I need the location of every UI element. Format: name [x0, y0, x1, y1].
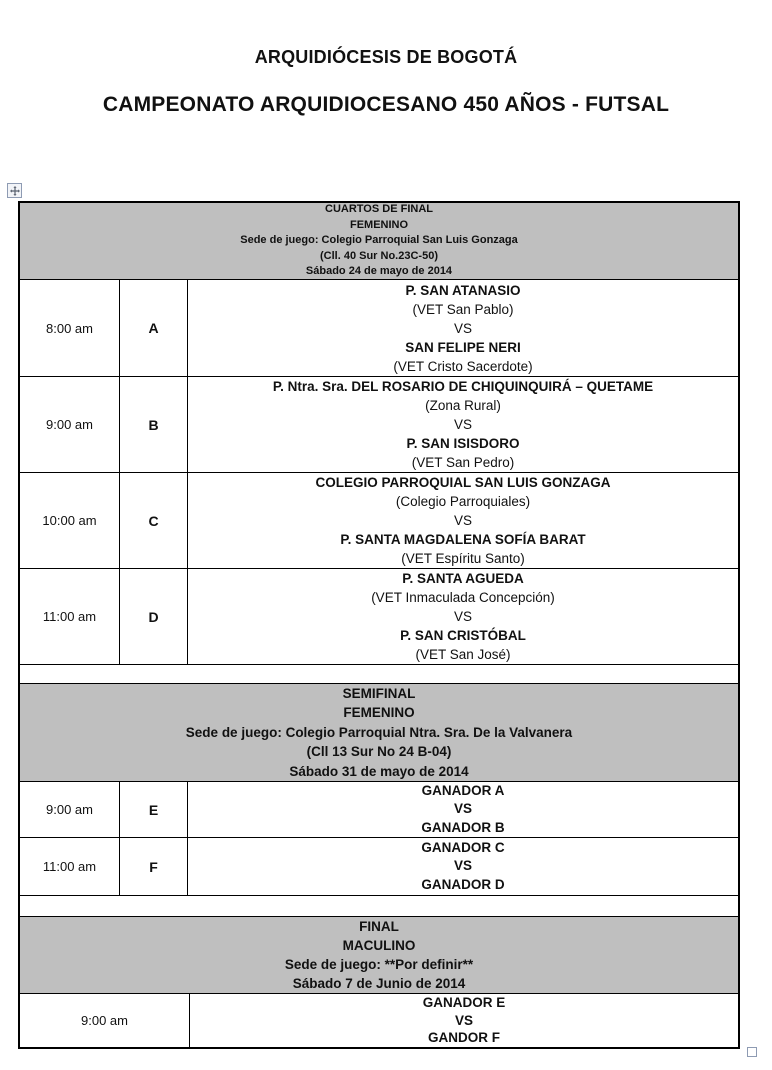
- match-row-c: [20, 473, 738, 569]
- section-title: CUARTOS DE FINAL: [325, 203, 433, 216]
- section-venue: Sede de juego: Colegio Parroquial Ntra. Sra. De la Valvanera: [185, 724, 573, 740]
- vs-label: VS: [453, 320, 472, 336]
- tournament-schedule-table: [18, 201, 740, 1049]
- document-title[interactable]: ARQUIDIÓCESIS DE BOGOTÁ: [254, 47, 518, 67]
- match-cell[interactable]: [188, 280, 738, 376]
- team1-detail: (VET San Pablo): [412, 301, 514, 317]
- team2-name: GANDOR F: [428, 1030, 500, 1046]
- team1-detail: (Colegio Parroquiales): [395, 494, 531, 509]
- section-title: FINAL: [359, 919, 399, 934]
- section-title: SEMIFINAL: [342, 685, 416, 701]
- match-row-d: [20, 569, 738, 665]
- section-category: FEMENINO: [349, 218, 409, 231]
- team2-name: GANADOR B: [421, 819, 505, 835]
- section-address: (Cll 13 Sur No 24 B-04): [306, 744, 452, 760]
- match-cell[interactable]: [190, 994, 738, 1047]
- group-cell[interactable]: C: [120, 473, 188, 568]
- team1-name: GANADOR A: [421, 782, 505, 798]
- team1-name: P. SAN ATANASIO: [405, 282, 521, 298]
- section-venue: Sede de juego: **Por definir**: [284, 957, 474, 972]
- match-cell[interactable]: [188, 473, 738, 568]
- section-category: MACULINO: [342, 938, 416, 953]
- section-date: Sábado 24 de mayo de 2014: [305, 265, 453, 278]
- match-cell[interactable]: [188, 838, 738, 895]
- vs-label: VS: [453, 417, 472, 432]
- section-date: Sábado 31 de mayo de 2014: [289, 763, 469, 779]
- time-cell[interactable]: 9:00 am: [20, 994, 190, 1047]
- group-cell[interactable]: B: [120, 377, 188, 472]
- group-cell[interactable]: A: [120, 280, 188, 376]
- match-row-a: [20, 280, 738, 377]
- vs-label: VS: [453, 801, 472, 817]
- vs-label: VS: [453, 513, 472, 528]
- time-cell[interactable]: 9:00 am: [20, 782, 120, 837]
- quarterfinals-header[interactable]: [20, 203, 738, 280]
- vs-label: VS: [453, 609, 472, 624]
- group-cell[interactable]: F: [120, 838, 188, 895]
- match-cell[interactable]: [188, 782, 738, 837]
- document-subtitle[interactable]: CAMPEONATO ARQUIDIOCESANO 450 AÑOS - FUTSAL: [102, 93, 670, 116]
- team1-name: P. Ntra. Sra. DEL ROSARIO DE CHIQUINQUIRÁ – QUETAME: [272, 379, 654, 394]
- time-cell[interactable]: 10:00 am: [20, 473, 120, 568]
- section-category: FEMENINO: [343, 705, 415, 721]
- spacer-row: [20, 665, 738, 684]
- time-cell[interactable]: 8:00 am: [20, 280, 120, 376]
- team2-name: P. SANTA MAGDALENA SOFÍA BARAT: [340, 532, 586, 547]
- match-cell[interactable]: [188, 569, 738, 664]
- section-date: Sábado 7 de Junio de 2014: [292, 976, 466, 991]
- team1-name: GANADOR C: [421, 839, 505, 855]
- team1-name: GANADOR E: [422, 995, 506, 1011]
- team1-name: COLEGIO PARROQUIAL SAN LUIS GONZAGA: [315, 475, 611, 490]
- group-cell[interactable]: D: [120, 569, 188, 664]
- team2-name: P. SAN ISISDORO: [406, 436, 520, 451]
- team2-name: P. SAN CRISTÓBAL: [400, 628, 526, 643]
- match-row-b: [20, 377, 738, 473]
- team1-name: P. SANTA AGUEDA: [402, 571, 524, 586]
- section-address: (Cll. 40 Sur No.23C-50): [320, 249, 438, 262]
- group-cell[interactable]: E: [120, 782, 188, 837]
- table-move-handle-icon[interactable]: [7, 183, 22, 198]
- team2-detail: (VET San José): [415, 647, 511, 662]
- final-match-row: [20, 994, 738, 1047]
- team2-detail: (VET San Pedro): [411, 455, 515, 470]
- team2-detail: (VET Espíritu Santo): [401, 551, 525, 566]
- team1-detail: (Zona Rural): [425, 398, 501, 413]
- vs-label: VS: [453, 858, 472, 874]
- time-cell[interactable]: 11:00 am: [20, 838, 120, 895]
- match-row-f: [20, 838, 738, 896]
- match-cell[interactable]: [188, 377, 738, 472]
- section-venue: Sede de juego: Colegio Parroquial San Luis Gonzaga: [240, 234, 518, 247]
- time-cell[interactable]: 11:00 am: [20, 569, 120, 664]
- semifinal-header[interactable]: [20, 684, 738, 782]
- vs-label: VS: [454, 1012, 473, 1028]
- team2-detail: (VET Cristo Sacerdote): [393, 358, 533, 374]
- final-header[interactable]: [20, 917, 738, 994]
- team1-detail: (VET Inmaculada Concepción): [371, 590, 555, 605]
- team2-name: SAN FELIPE NERI: [405, 339, 521, 355]
- team2-name: GANADOR D: [421, 876, 505, 892]
- time-cell[interactable]: 9:00 am: [20, 377, 120, 472]
- table-resize-handle-icon[interactable]: [747, 1047, 757, 1057]
- spacer-row: [20, 896, 738, 917]
- match-row-e: [20, 782, 738, 838]
